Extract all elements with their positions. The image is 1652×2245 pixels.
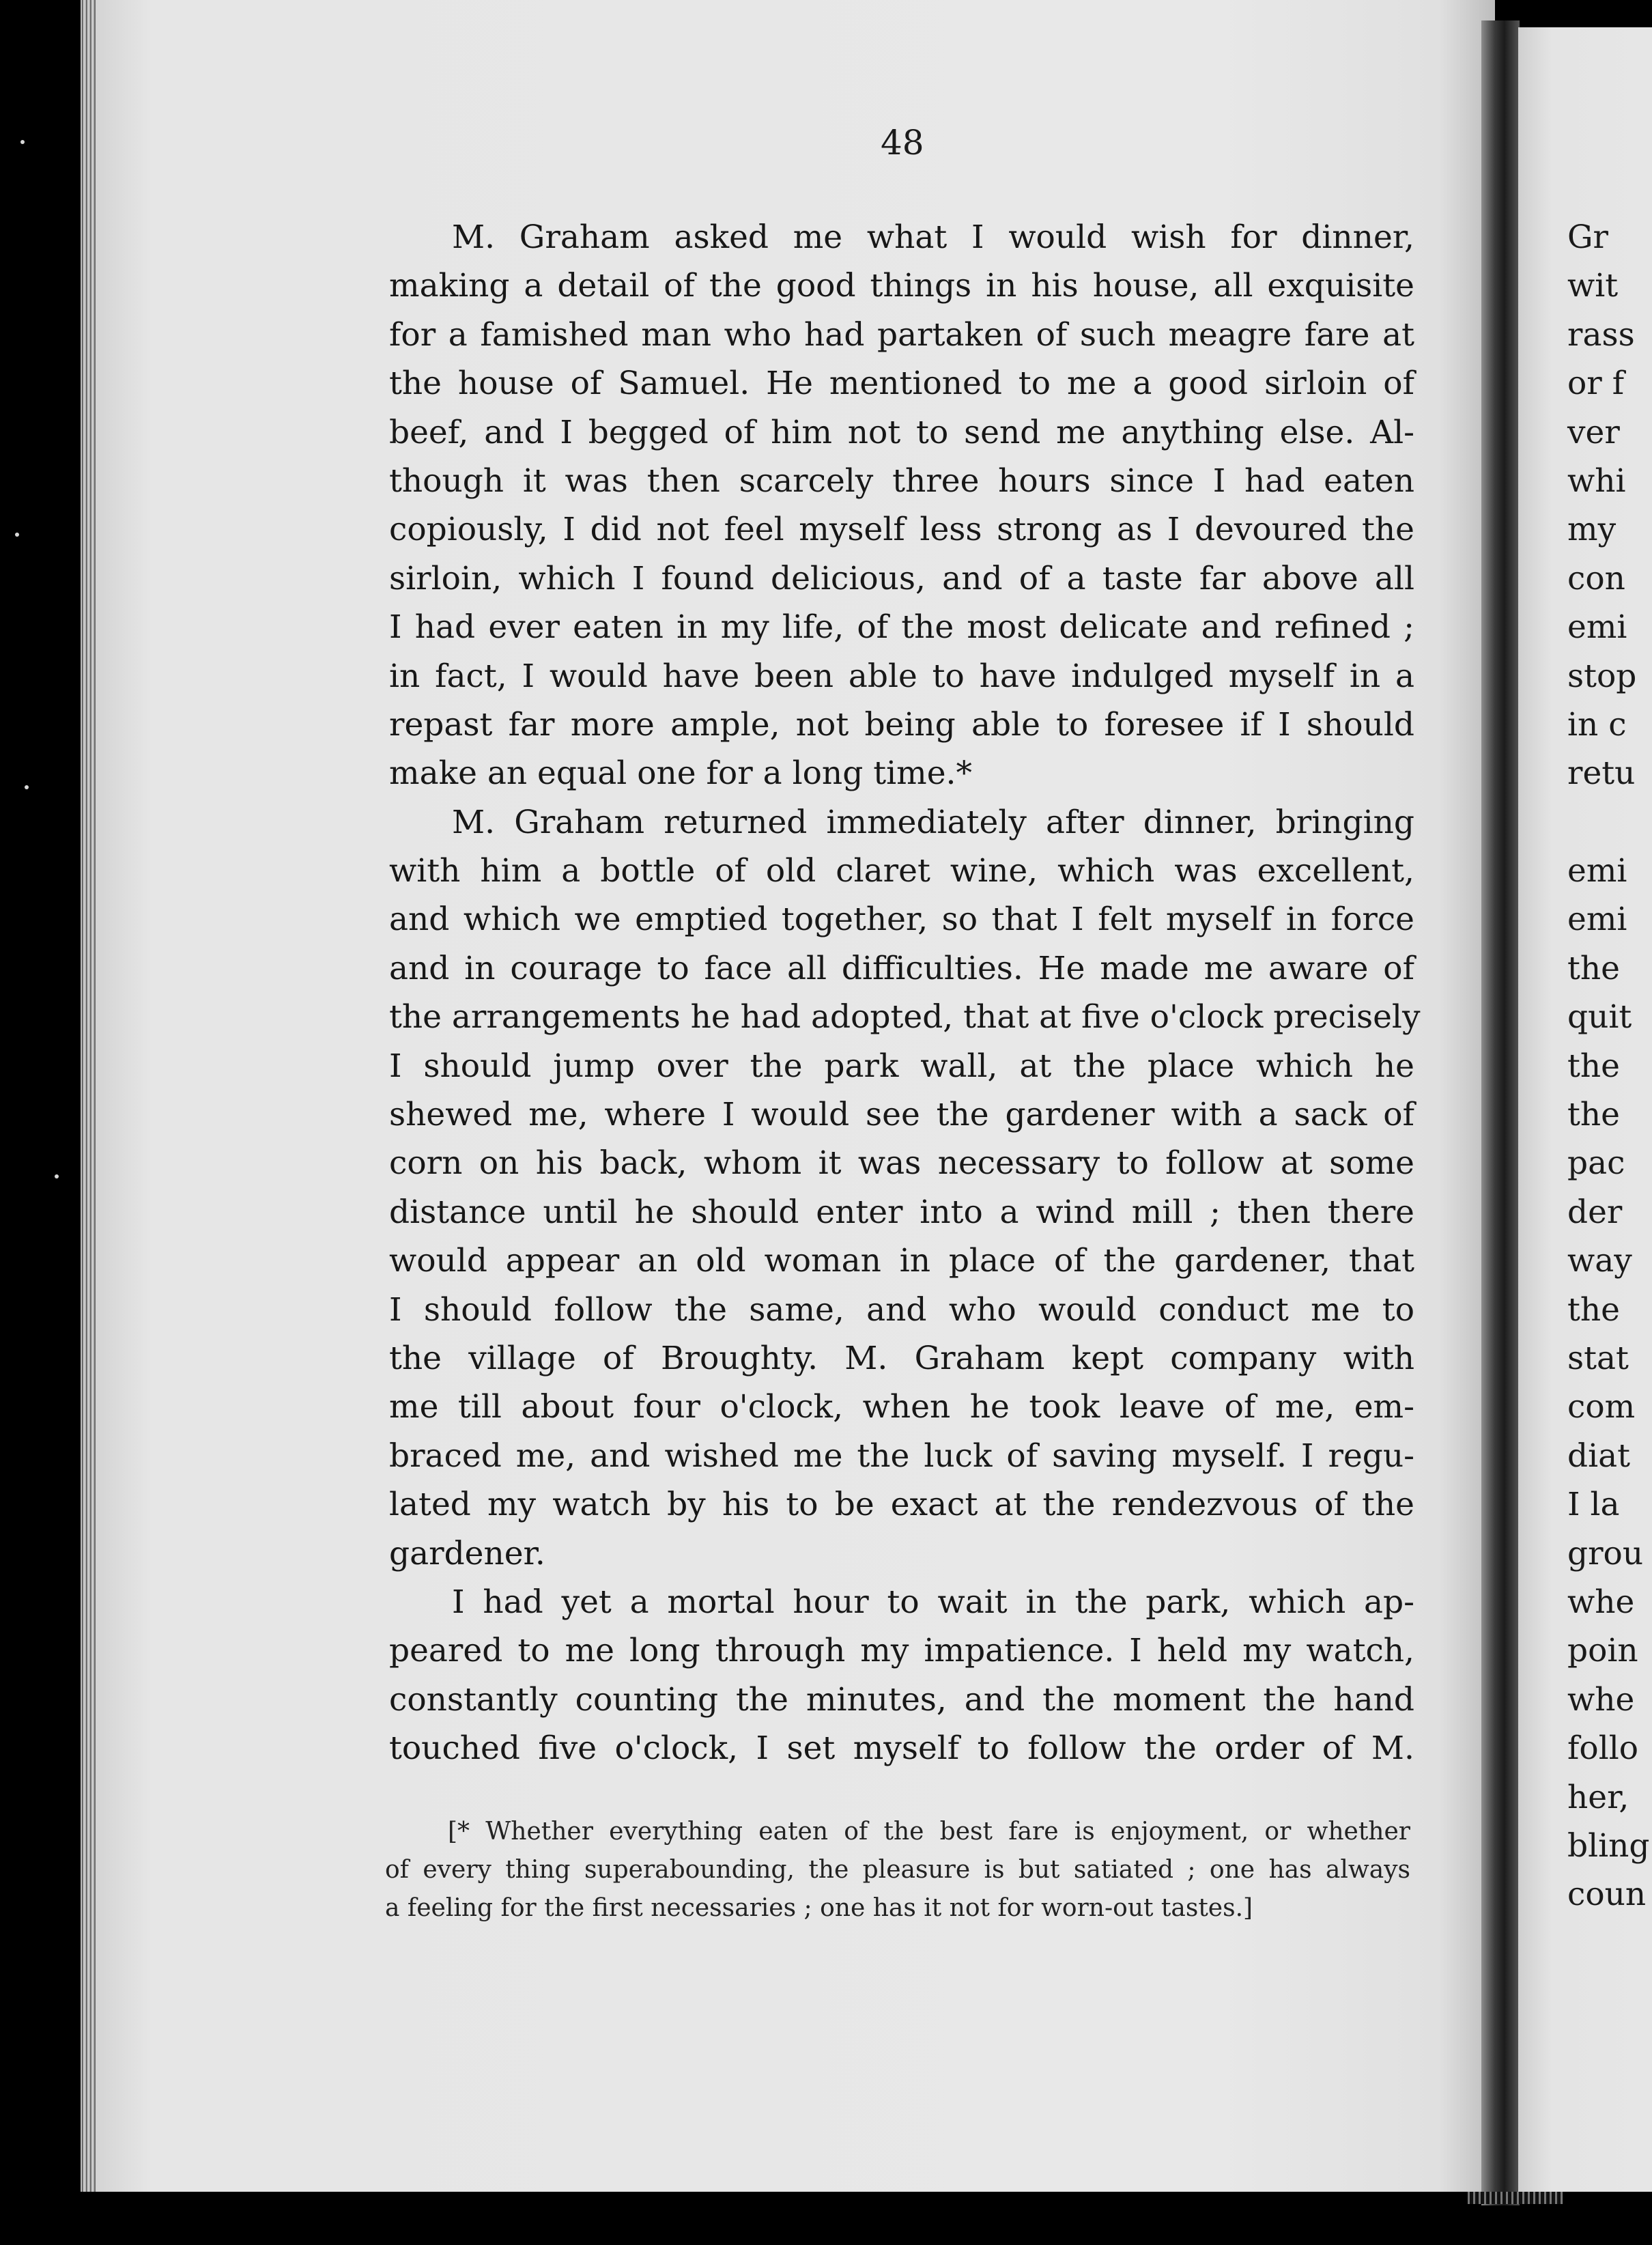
text-line: distance until he should enter into a wind mill ; then there <box>389 1193 1414 1231</box>
dust-speck <box>20 140 25 144</box>
facing-line-fragment: der <box>1567 1193 1623 1231</box>
text-line: repast far more ample, not being able to foresee if I should <box>389 705 1414 744</box>
facing-line-fragment: rass <box>1567 315 1635 354</box>
text-line: the arrangements he had adopted, that at five o'clock precisely <box>389 998 1421 1036</box>
facing-line-fragment: ver <box>1567 413 1620 451</box>
text-line: sirloin, which I found delicious, and of a taste far above all <box>389 559 1414 597</box>
facing-line-fragment: my <box>1567 511 1617 549</box>
footnote-line: a feeling for the first necessaries ; one has it not for worn-out tastes.] <box>385 1894 1253 1922</box>
facing-line-fragment: whe <box>1567 1583 1635 1621</box>
facing-line-fragment: her, <box>1567 1778 1629 1816</box>
text-line: and which we emptied together, so that I felt myself in force <box>389 901 1414 939</box>
facing-line-fragment: stop <box>1567 657 1637 695</box>
page-number: 48 <box>881 123 924 163</box>
facing-line-fragment: the <box>1567 949 1620 987</box>
facing-line-fragment: pac <box>1567 1144 1625 1183</box>
text-line: I should jump over the park wall, at the place which he <box>389 1047 1414 1085</box>
facing-line-fragment: bling <box>1567 1826 1650 1865</box>
facing-line-fragment: com <box>1567 1388 1636 1426</box>
text-line: in fact, I would have been able to have indulged myself in a <box>389 657 1414 695</box>
facing-line-fragment: wit <box>1567 267 1619 305</box>
text-line: peared to me long through my impatience. I held my watch, <box>389 1632 1414 1670</box>
text-line: I had yet a mortal hour to wait in the park, which ap- <box>452 1583 1414 1621</box>
text-line: shewed me, where I would see the gardener with a sack of <box>389 1096 1414 1134</box>
facing-line-fragment: diat <box>1567 1437 1631 1475</box>
facing-line-fragment: follo <box>1567 1729 1639 1768</box>
facing-line-fragment: the <box>1567 1290 1620 1329</box>
facing-line-fragment: emi <box>1567 901 1627 939</box>
facing-page-text <box>1567 213 1650 1919</box>
text-line: with him a bottle of old claret wine, which was excellent, <box>389 852 1414 890</box>
text-line: and in courage to face all difficulties. He made me aware of <box>389 949 1414 987</box>
facing-line-fragment: whi <box>1567 462 1626 500</box>
facing-line-fragment: grou <box>1567 1534 1644 1572</box>
text-line: I had ever eaten in my life, of the most delicate and refined ; <box>389 608 1414 647</box>
body-text <box>389 213 1421 1773</box>
text-line: me till about four o'clock, when he took leave of me, em- <box>389 1388 1414 1426</box>
facing-line-fragment: the <box>1567 1096 1620 1134</box>
footnote <box>385 1813 1410 1928</box>
text-line: gardener. <box>389 1534 545 1572</box>
dust-speck <box>55 1174 59 1178</box>
facing-line-fragment: or f <box>1567 365 1625 403</box>
facing-line-fragment: whe <box>1567 1680 1635 1719</box>
facing-line-fragment: coun <box>1567 1876 1647 1914</box>
text-line: beef, and I begged of him not to send me anything else. Al- <box>389 413 1414 451</box>
facing-line-fragment: stat <box>1567 1339 1629 1377</box>
facing-line-fragment: poin <box>1567 1632 1638 1670</box>
text-line: I should follow the same, and who would conduct me to <box>389 1290 1414 1329</box>
text-line: the village of Broughty. M. Graham kept company with <box>389 1339 1414 1377</box>
text-line: touched five o'clock, I set myself to follow the order of M. <box>389 1729 1414 1768</box>
dust-speck <box>25 785 29 789</box>
footnote-line: of every thing superabounding, the pleasure is but satiated ; one has always <box>385 1856 1410 1884</box>
text-line: making a detail of the good things in his house, all exquisite <box>389 267 1414 305</box>
facing-line-fragment: emi <box>1567 852 1627 890</box>
dust-speck <box>15 533 19 537</box>
text-line: make an equal one for a long time.* <box>389 754 972 793</box>
text-line: for a famished man who had partaken of such meagre fare at <box>389 315 1414 354</box>
book-gutter <box>1481 20 1520 2205</box>
facing-line-fragment <box>1567 798 1650 847</box>
text-line: the house of Samuel. He mentioned to me a good sirloin of <box>389 365 1414 403</box>
text-line: would appear an old woman in place of the gardener, that <box>389 1242 1414 1280</box>
footnote-line: [* Whether everything eaten of the best fare is enjoyment, or whether <box>448 1818 1410 1846</box>
facing-line-fragment: con <box>1567 559 1625 597</box>
facing-line-fragment: retu <box>1567 754 1636 793</box>
facing-line-fragment: emi <box>1567 608 1627 647</box>
text-line: though it was then scarcely three hours since I had eaten <box>389 462 1414 500</box>
facing-line-fragment: quit <box>1567 998 1632 1036</box>
text-line: M. Graham returned immediately after dinner, bringing <box>452 803 1414 841</box>
text-line: M. Graham asked me what I would wish for dinner, <box>452 218 1414 256</box>
text-line: constantly counting the minutes, and the moment the hand <box>389 1680 1414 1719</box>
facing-line-fragment: way <box>1567 1242 1632 1280</box>
facing-line-fragment: I la <box>1567 1486 1620 1524</box>
scan-artifact <box>1468 2192 1563 2204</box>
text-line: copiously, I did not feel myself less strong as I devoured the <box>389 511 1414 549</box>
facing-line-fragment: the <box>1567 1047 1620 1085</box>
facing-line-fragment: in c <box>1567 705 1627 744</box>
text-line: braced me, and wished me the luck of saving myself. I regu- <box>389 1437 1414 1475</box>
page-edges <box>81 0 97 2192</box>
facing-line-fragment: Gr <box>1567 218 1609 256</box>
text-line: corn on his back, whom it was necessary to follow at some <box>389 1144 1414 1183</box>
text-line: lated my watch by his to be exact at the rendezvous of the <box>389 1486 1414 1524</box>
